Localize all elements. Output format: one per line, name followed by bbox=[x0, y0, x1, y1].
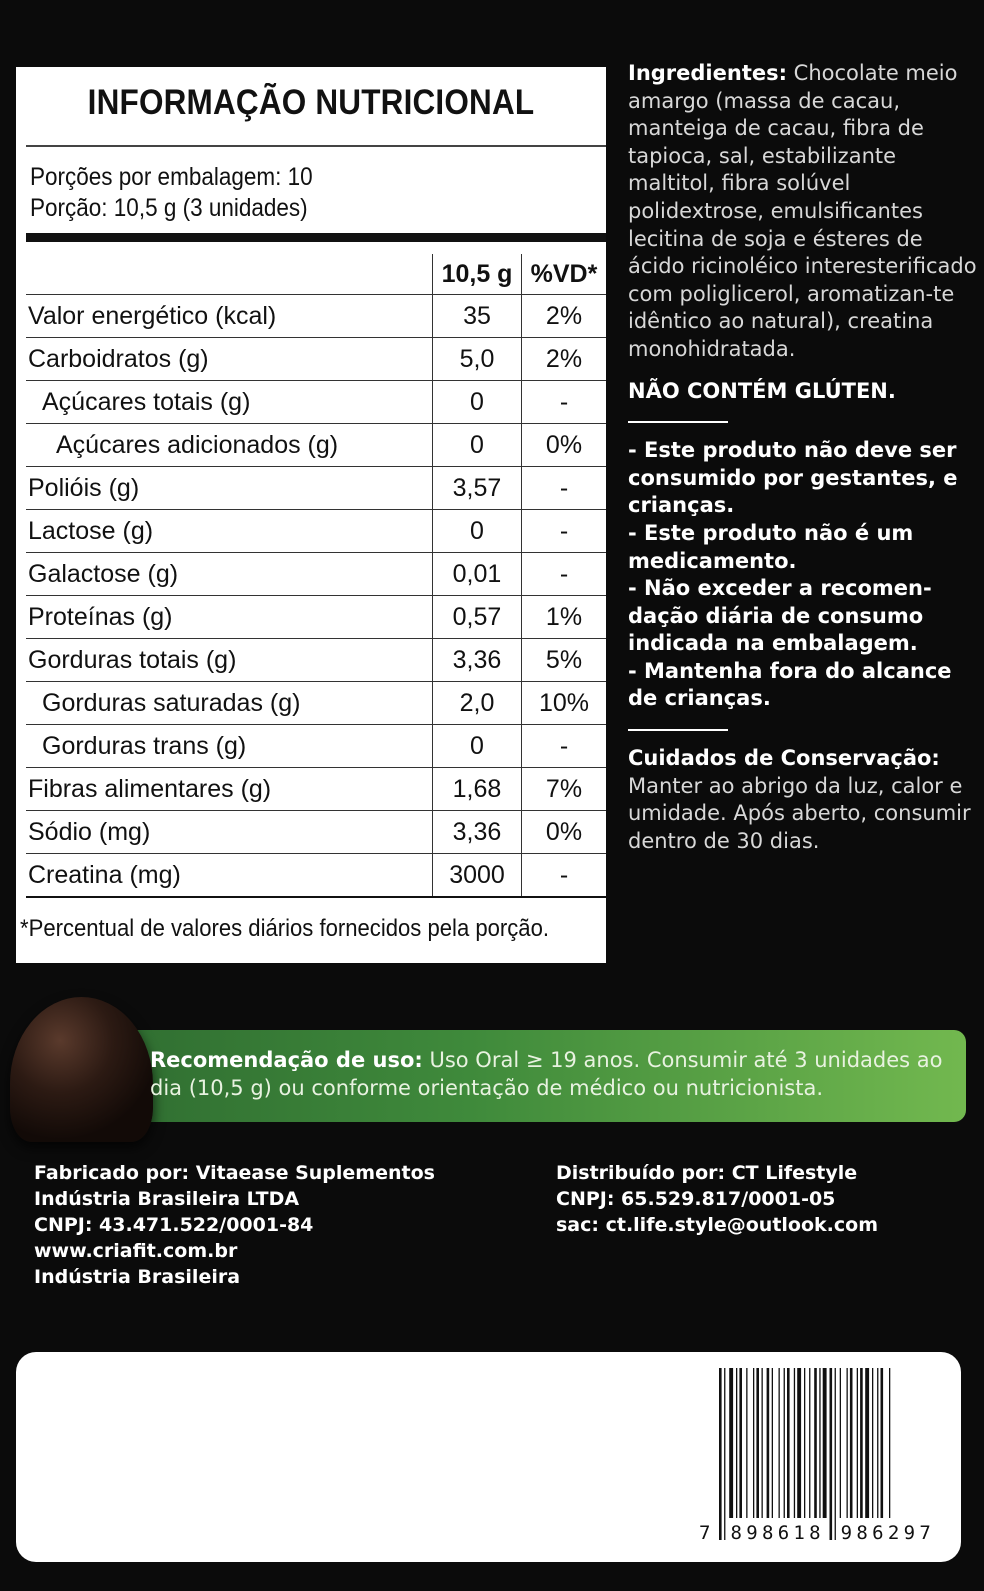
gluten-notice: NÃO CONTÉM GLÚTEN. bbox=[628, 378, 896, 403]
row-dv: - bbox=[522, 467, 607, 510]
usage-label: Recomendação de uso: bbox=[150, 1048, 423, 1072]
chocolate-image bbox=[10, 997, 153, 1142]
serving-size: Porção: 10,5 g (3 unidades) bbox=[30, 194, 308, 222]
row-amount: 5,0 bbox=[433, 338, 522, 381]
portion-info bbox=[30, 162, 313, 224]
servings-per-package: Porções por embalagem: 10 bbox=[30, 163, 313, 191]
table-row bbox=[26, 682, 606, 725]
row-amount: 1,68 bbox=[433, 768, 522, 811]
row-label: Carboidratos (g) bbox=[28, 344, 209, 373]
table-row bbox=[26, 725, 606, 768]
row-amount: 0 bbox=[433, 725, 522, 768]
header-amount: 10,5 g bbox=[433, 254, 522, 295]
table-header-row bbox=[26, 254, 606, 295]
row-label: Açúcares totais (g) bbox=[42, 387, 251, 416]
row-dv: 5% bbox=[522, 639, 607, 682]
row-amount: 2,0 bbox=[433, 682, 522, 725]
table-row bbox=[26, 424, 606, 467]
row-dv: - bbox=[522, 854, 607, 898]
row-label: Proteínas (g) bbox=[28, 602, 173, 631]
row-label: Polióis (g) bbox=[28, 473, 140, 502]
row-label: Lactose (g) bbox=[28, 516, 154, 545]
row-dv: 0% bbox=[522, 424, 607, 467]
thick-divider bbox=[26, 233, 606, 242]
usage-text: Uso Oral ≥ 19 anos. Consumir até 3 unidades ao dia (10,5 g) ou conforme orientação de médico ou nutricionista. bbox=[150, 1048, 943, 1100]
row-label: Gorduras trans (g) bbox=[42, 731, 247, 760]
table-row bbox=[26, 811, 606, 854]
row-amount: 3000 bbox=[433, 854, 522, 898]
row-dv: 2% bbox=[522, 295, 607, 338]
table-row bbox=[26, 338, 606, 381]
row-amount: 3,36 bbox=[433, 811, 522, 854]
table-row bbox=[26, 553, 606, 596]
row-amount: 3,57 bbox=[433, 467, 522, 510]
usage-text-block bbox=[150, 1046, 950, 1102]
barcode-icon bbox=[719, 1368, 947, 1540]
distributor-info: Distribuído por: CT Lifestyle CNPJ: 65.529.817/0001-05 sac: ct.life.style@outlook.com bbox=[556, 1162, 878, 1236]
row-amount: 3,36 bbox=[433, 639, 522, 682]
nutrition-table bbox=[26, 254, 606, 898]
divider bbox=[628, 729, 728, 731]
barcode-number: 7 898618 986297 bbox=[699, 1522, 936, 1544]
table-row bbox=[26, 854, 606, 898]
row-label: Fibras alimentares (g) bbox=[28, 774, 272, 803]
row-amount: 35 bbox=[433, 295, 522, 338]
ingredients-label: Ingredientes: bbox=[628, 61, 787, 85]
nutrition-footnote: *Percentual de valores diários fornecidos pela porção. bbox=[20, 915, 550, 942]
ingredients bbox=[628, 60, 978, 364]
row-amount: 0 bbox=[433, 381, 522, 424]
conservation-label: Cuidados de Conservação: bbox=[628, 746, 940, 771]
table-row bbox=[26, 510, 606, 553]
conservation bbox=[628, 745, 978, 855]
row-label: Galactose (g) bbox=[28, 559, 179, 588]
row-label: Creatina (mg) bbox=[28, 860, 181, 889]
manufacturer-info: Fabricado por: Vitaease Suplementos Indústria Brasileira LTDA CNPJ: 43.471.522/0001-84 www.criafit.com.br Indústria Brasileira bbox=[34, 1162, 435, 1288]
row-amount: 0,01 bbox=[433, 553, 522, 596]
table-row bbox=[26, 381, 606, 424]
nutrition-facts-panel bbox=[16, 67, 606, 963]
row-amount: 0 bbox=[433, 510, 522, 553]
row-dv: 2% bbox=[522, 338, 607, 381]
row-amount: 0,57 bbox=[433, 596, 522, 639]
conservation-text: Manter ao abrigo da luz, calor e umidade. Após aberto, consumir dentro de 30 dias. bbox=[628, 773, 971, 853]
row-dv: 0% bbox=[522, 811, 607, 854]
row-dv: 10% bbox=[522, 682, 607, 725]
header-dv: %VD* bbox=[522, 254, 607, 295]
nutrition-title: INFORMAÇÃO NUTRICIONAL bbox=[87, 83, 535, 122]
row-dv: - bbox=[522, 553, 607, 596]
row-label: Açúcares adicionados (g) bbox=[56, 430, 339, 459]
table-row bbox=[26, 295, 606, 338]
row-label: Valor energético (kcal) bbox=[28, 301, 277, 330]
divider bbox=[26, 145, 606, 147]
table-row bbox=[26, 596, 606, 639]
header-blank bbox=[26, 254, 433, 295]
table-row bbox=[26, 467, 606, 510]
row-label: Gorduras totais (g) bbox=[28, 645, 237, 674]
table-row bbox=[26, 768, 606, 811]
table-row bbox=[26, 639, 606, 682]
row-dv: - bbox=[522, 510, 607, 553]
warnings: - Este produto não deve ser consumido por gestantes, e crianças. - Este produto não é um medicamento. - Não exceder a recomen-dação diária de consumo indicada na embalagem. - Mantenha fora do alcance de crianças. bbox=[628, 438, 958, 711]
divider bbox=[628, 421, 728, 423]
row-dv: 7% bbox=[522, 768, 607, 811]
row-amount: 0 bbox=[433, 424, 522, 467]
row-dv: - bbox=[522, 381, 607, 424]
ingredients-text: Chocolate meio amargo (massa de cacau, manteiga de cacau, fibra de tapioca, sal, estabilizante maltitol, fibra solúvel polidextrose, emulsificantes lecitina de soja e ésteres de ácido ricinoléico interesterificado com poliglicerol, aromatizan-te idêntico ao natural), creatina monohidratada. bbox=[628, 61, 977, 361]
row-dv: - bbox=[522, 725, 607, 768]
row-label: Gorduras saturadas (g) bbox=[42, 688, 301, 717]
row-dv: 1% bbox=[522, 596, 607, 639]
info-column bbox=[628, 60, 978, 855]
row-label: Sódio (mg) bbox=[28, 817, 151, 846]
